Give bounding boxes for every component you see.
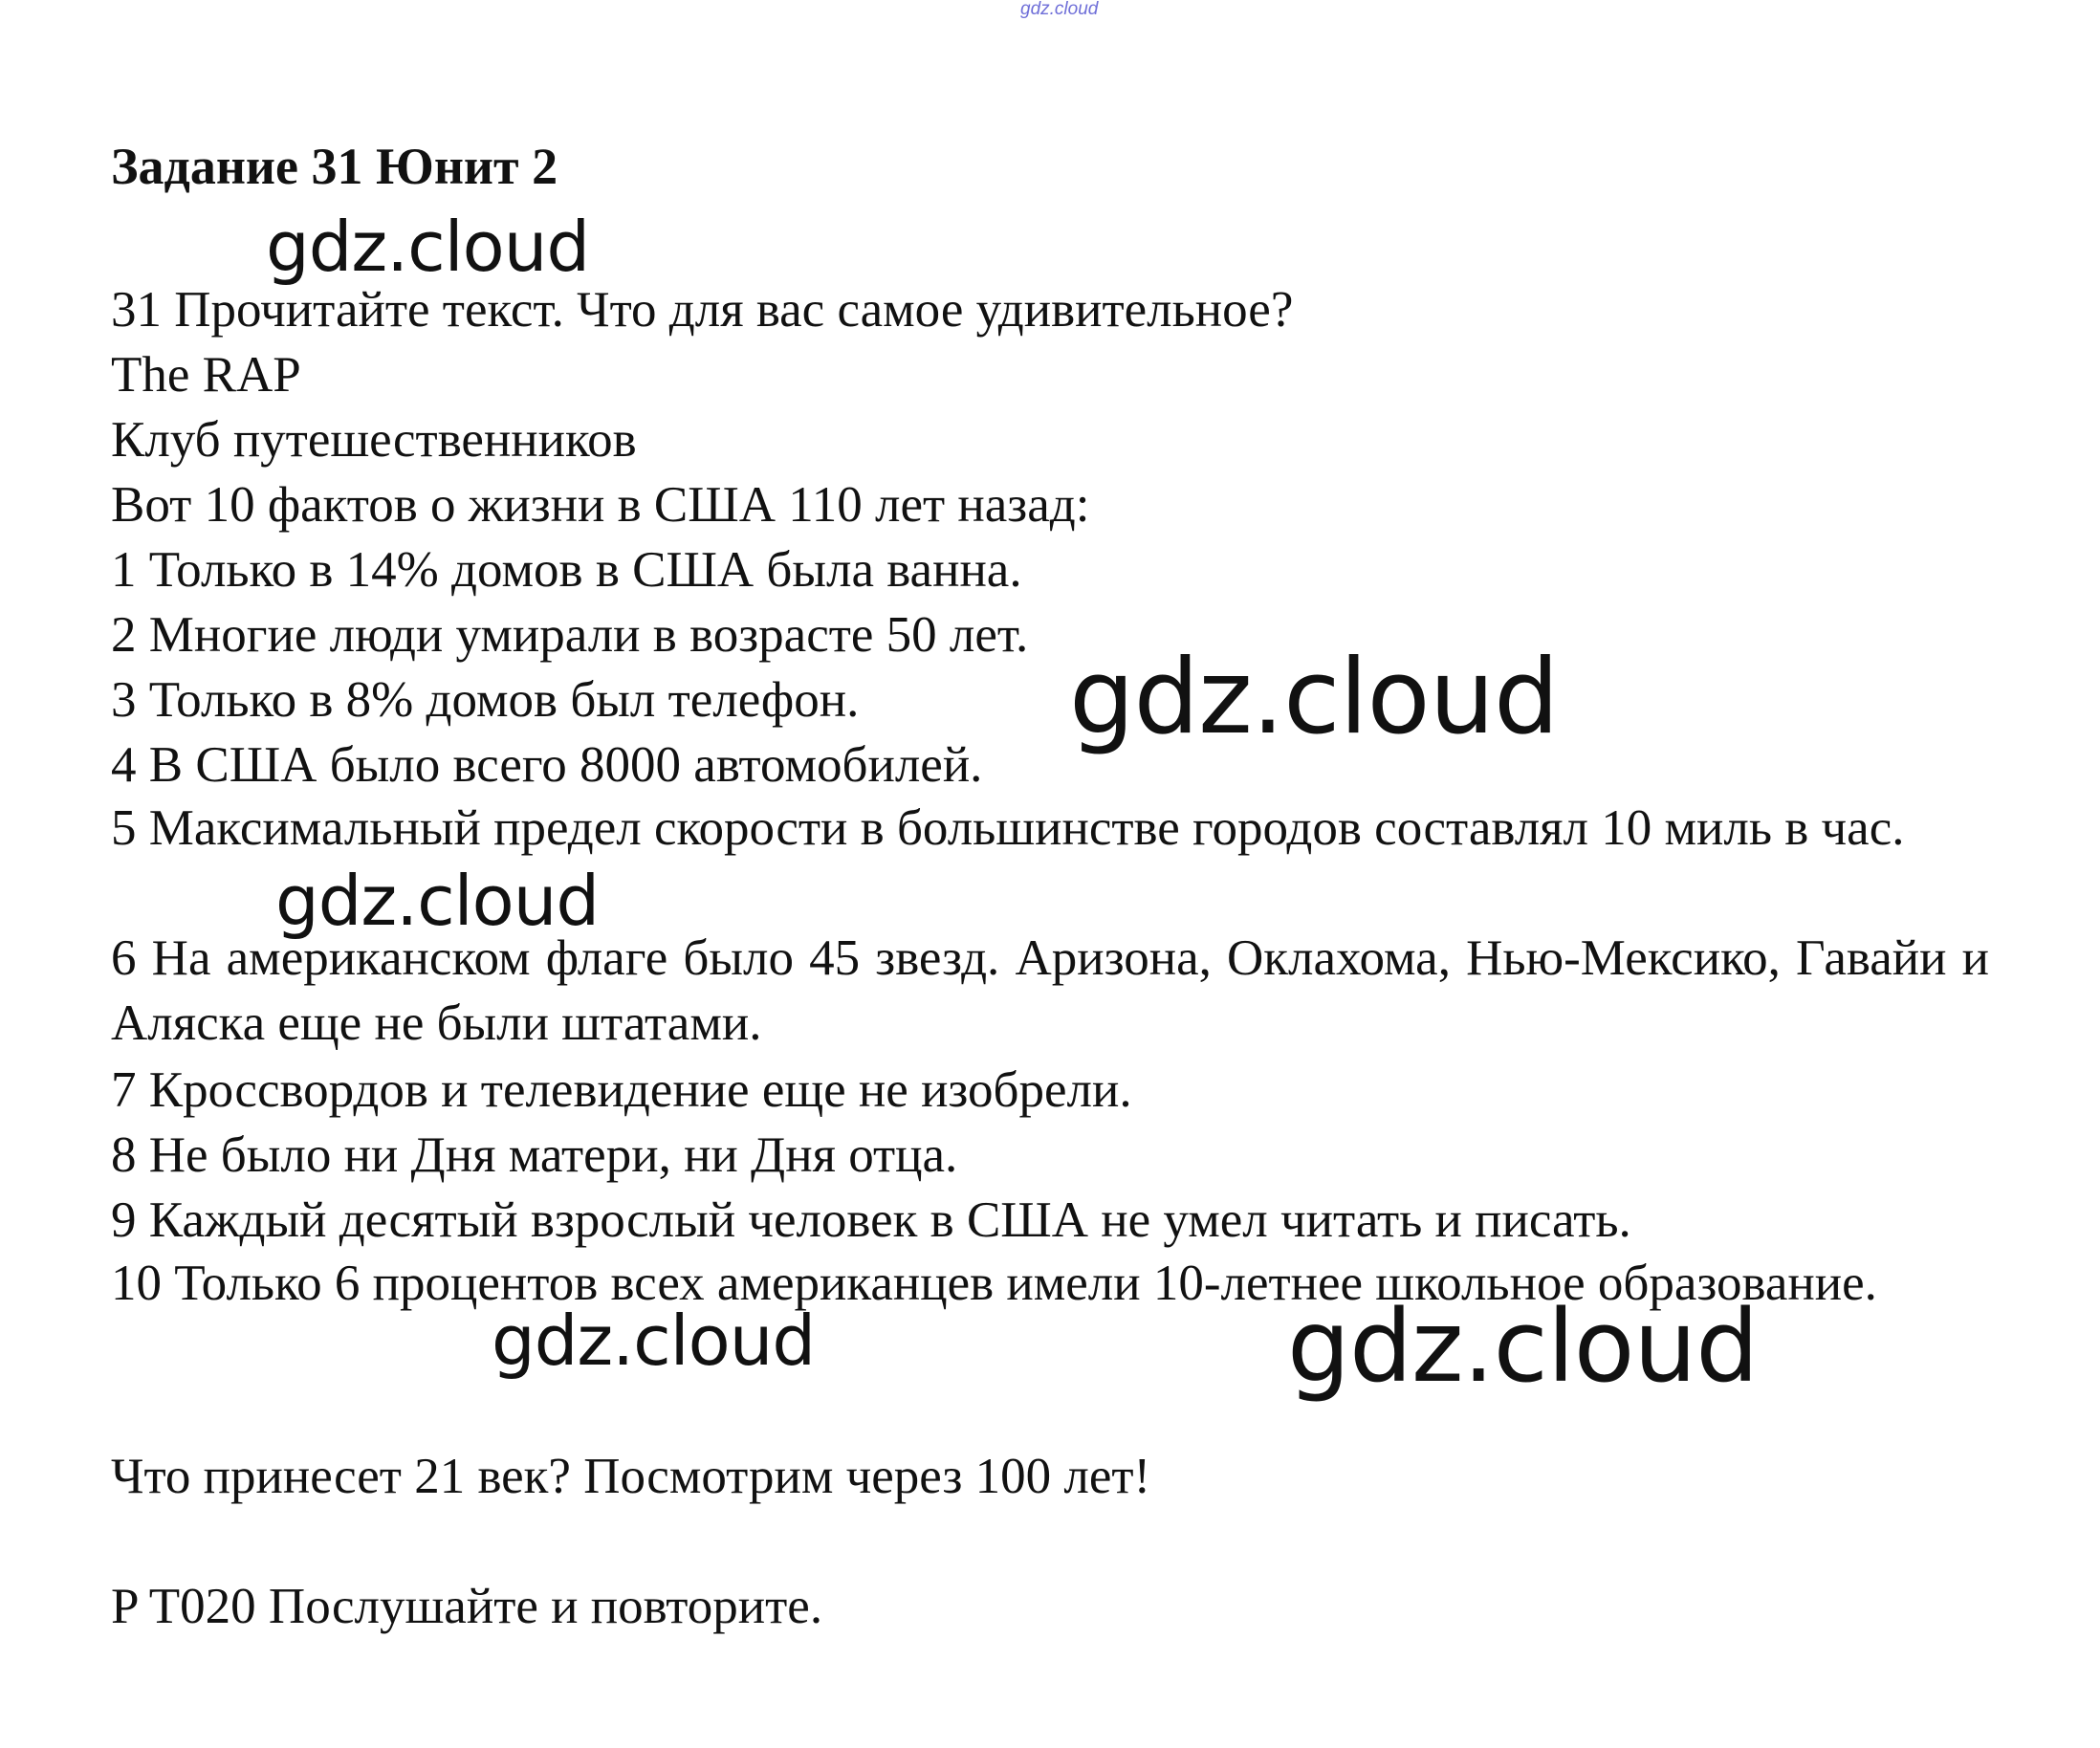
page-title: Задание 31 Юнит 2 [111, 138, 558, 195]
club-name: Клуб путешественников [111, 412, 637, 468]
watermark: gdz.cloud [1069, 638, 1559, 757]
fact-item: 5 Максимальный предел скорости в большинстве городов составлял 10 миль в час. [111, 800, 1905, 856]
text-heading: The RAP [111, 347, 301, 403]
fact-item: 4 В США было всего 8000 автомобилей. [111, 737, 983, 793]
watermark: gdz.cloud [266, 207, 590, 287]
fact-item: 10 Только 6 процентов всех американцев имели 10-летнее школьное образование. [111, 1256, 1877, 1311]
fact-item: 8 Не было ни Дня матери, ни Дня отца. [111, 1127, 958, 1183]
watermark: gdz.cloud [492, 1300, 816, 1381]
closing-line: Что принесет 21 век? Посмотрим через 100 лет! [111, 1449, 1151, 1504]
fact-item: 2 Многие люди умирали в возрасте 50 лет. [111, 607, 1029, 663]
task-intro: 31 Прочитайте текст. Что для вас самое удивительное? [111, 282, 1294, 338]
fact-item: 3 Только в 8% домов был телефон. [111, 672, 860, 728]
fact-item: 1 Только в 14% домов в США была ванна. [111, 542, 1022, 598]
watermark: gdz.cloud [1287, 1288, 1759, 1405]
fact-item: 7 Кроссвордов и телевидение еще не изобрели. [111, 1062, 1132, 1118]
header-watermark: gdz.cloud [1020, 0, 1099, 19]
watermark: gdz.cloud [275, 861, 600, 941]
facts-lead: Вот 10 фактов о жизни в США 110 лет назад: [111, 477, 1090, 533]
fact-item: 9 Каждый десятый взрослый человек в США не умел читать и писать. [111, 1192, 1631, 1248]
audio-task: P T020 Послушайте и повторите. [111, 1579, 823, 1634]
fact-item: 6 На американском флаге было 45 звезд. Аризона, Оклахома, Нью-Мексико, Гавайи и Аляска еще не были штатами. [111, 930, 1989, 1051]
